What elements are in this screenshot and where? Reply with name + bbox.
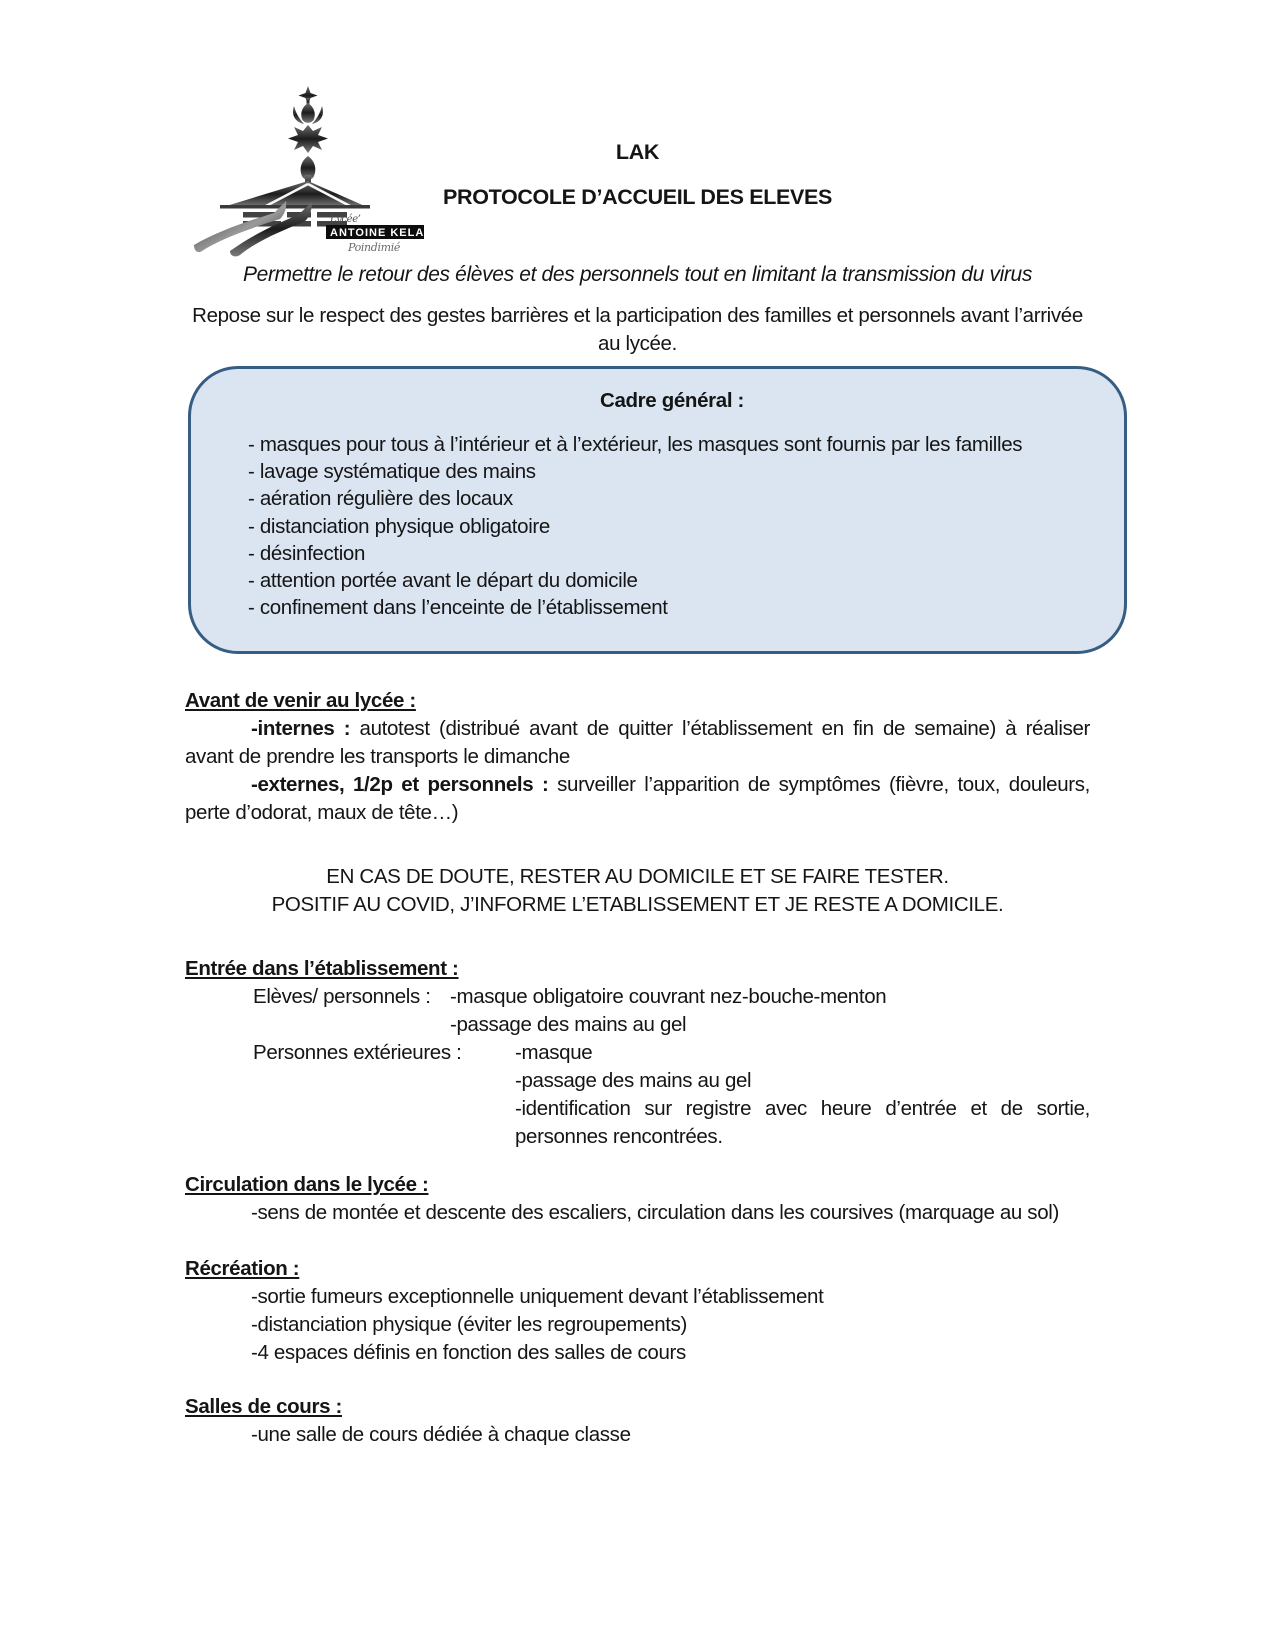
list-item: -passage des mains au gel xyxy=(450,1013,687,1037)
section-heading: Circulation dans le lycée : xyxy=(185,1173,429,1197)
covid-instructions xyxy=(185,863,1090,919)
consigne-line: EN CAS DE DOUTE, RESTER AU DOMICILE ET SE FAIRE TESTER. xyxy=(326,865,949,889)
list-item: - distanciation physique obligatoire xyxy=(248,514,550,538)
list-item: - masques pour tous à l’intérieur et à l’extérieur, les masques sont fournis par les familles xyxy=(248,433,1023,456)
row-label: Personnes extérieures : xyxy=(253,1041,462,1065)
section-entree xyxy=(185,955,1090,1151)
objective-line: Permettre le retour des élèves et des personnels tout en limitant la transmission du virus xyxy=(242,263,1033,286)
cadre-general-title: Cadre général : xyxy=(600,389,744,412)
externes-text: surveiller l’apparition de symptômes (fièvre, toux, douleurs, perte d’odorat, maux de tête…) xyxy=(185,773,1090,825)
list-item: -4 espaces définis en fonction des salles de cours xyxy=(251,1341,686,1365)
entree-row-exterieures xyxy=(185,1039,1090,1151)
list-item: - attention portée avant le départ du domicile xyxy=(248,569,638,593)
externes-label: -externes, 1/2p et personnels : xyxy=(251,773,549,797)
entree-row-eleves xyxy=(185,983,1090,1039)
school-logo xyxy=(190,85,435,260)
consigne-line: POSITIF AU COVID, J’INFORME L’ETABLISSEMENT ET JE RESTE A DOMICILE. xyxy=(271,893,1004,917)
document-title: PROTOCOLE D’ACCUEIL DES ELEVES xyxy=(443,185,832,209)
logo-lycee-script: Lycée’ xyxy=(330,214,361,225)
basis-line: Repose sur le respect des gestes barrières et la participation des familles et personnels avant l’arrivée au lycée. xyxy=(192,304,1083,355)
section-recreation xyxy=(185,1255,1090,1367)
list-item: - désinfection xyxy=(248,541,366,565)
logo-location-script: Poindimié xyxy=(348,241,401,254)
list-item: -masque xyxy=(515,1041,593,1065)
cadre-general-list xyxy=(248,431,1096,621)
list-item: -passage des mains au gel xyxy=(515,1069,752,1093)
list-item: -identification sur registre avec heure d’entrée et de sortie, personnes rencontrées. xyxy=(515,1097,1090,1149)
org-abbreviation: LAK xyxy=(615,140,660,164)
list-item: -une salle de cours dédiée à chaque classe xyxy=(251,1423,631,1447)
logo-school-name: ANTOINE KELA xyxy=(330,227,425,239)
section-salles-de-cours xyxy=(185,1393,1090,1449)
list-item: - aération régulière des locaux xyxy=(248,487,513,511)
section-avant-de-venir xyxy=(185,687,1090,827)
internes-text: autotest (distribué avant de quitter l’établissement en fin de semaine) à réaliser avant de prendre les transports le dimanche xyxy=(185,717,1090,769)
list-item: -sortie fumeurs exceptionnelle uniquement devant l’établissement xyxy=(251,1285,824,1309)
list-item: -sens de montée et descente des escaliers, circulation dans les coursives (marquage au sol) xyxy=(251,1201,1059,1225)
paragraph-externes xyxy=(185,771,1090,827)
list-item: -masque obligatoire couvrant nez-bouche-menton xyxy=(450,985,887,1009)
list-item: -distanciation physique (éviter les regroupements) xyxy=(251,1313,688,1337)
section-heading: Avant de venir au lycée : xyxy=(185,689,416,713)
list-item: - lavage systématique des mains xyxy=(248,460,536,484)
brush-swoosh-icon xyxy=(194,201,312,256)
row-values xyxy=(450,983,1090,1039)
section-heading: Entrée dans l’établissement : xyxy=(185,957,459,981)
cadre-general-box xyxy=(188,366,1127,654)
list-item: - confinement dans l’enceinte de l’établissement xyxy=(248,596,668,620)
section-circulation xyxy=(185,1171,1090,1227)
paragraph-internes xyxy=(185,715,1090,771)
row-label: Elèves/ personnels : xyxy=(253,985,431,1009)
section-heading: Salles de cours : xyxy=(185,1395,342,1419)
internes-label: -internes : xyxy=(251,717,351,741)
section-heading: Récréation : xyxy=(185,1257,300,1281)
row-values xyxy=(515,1039,1090,1151)
